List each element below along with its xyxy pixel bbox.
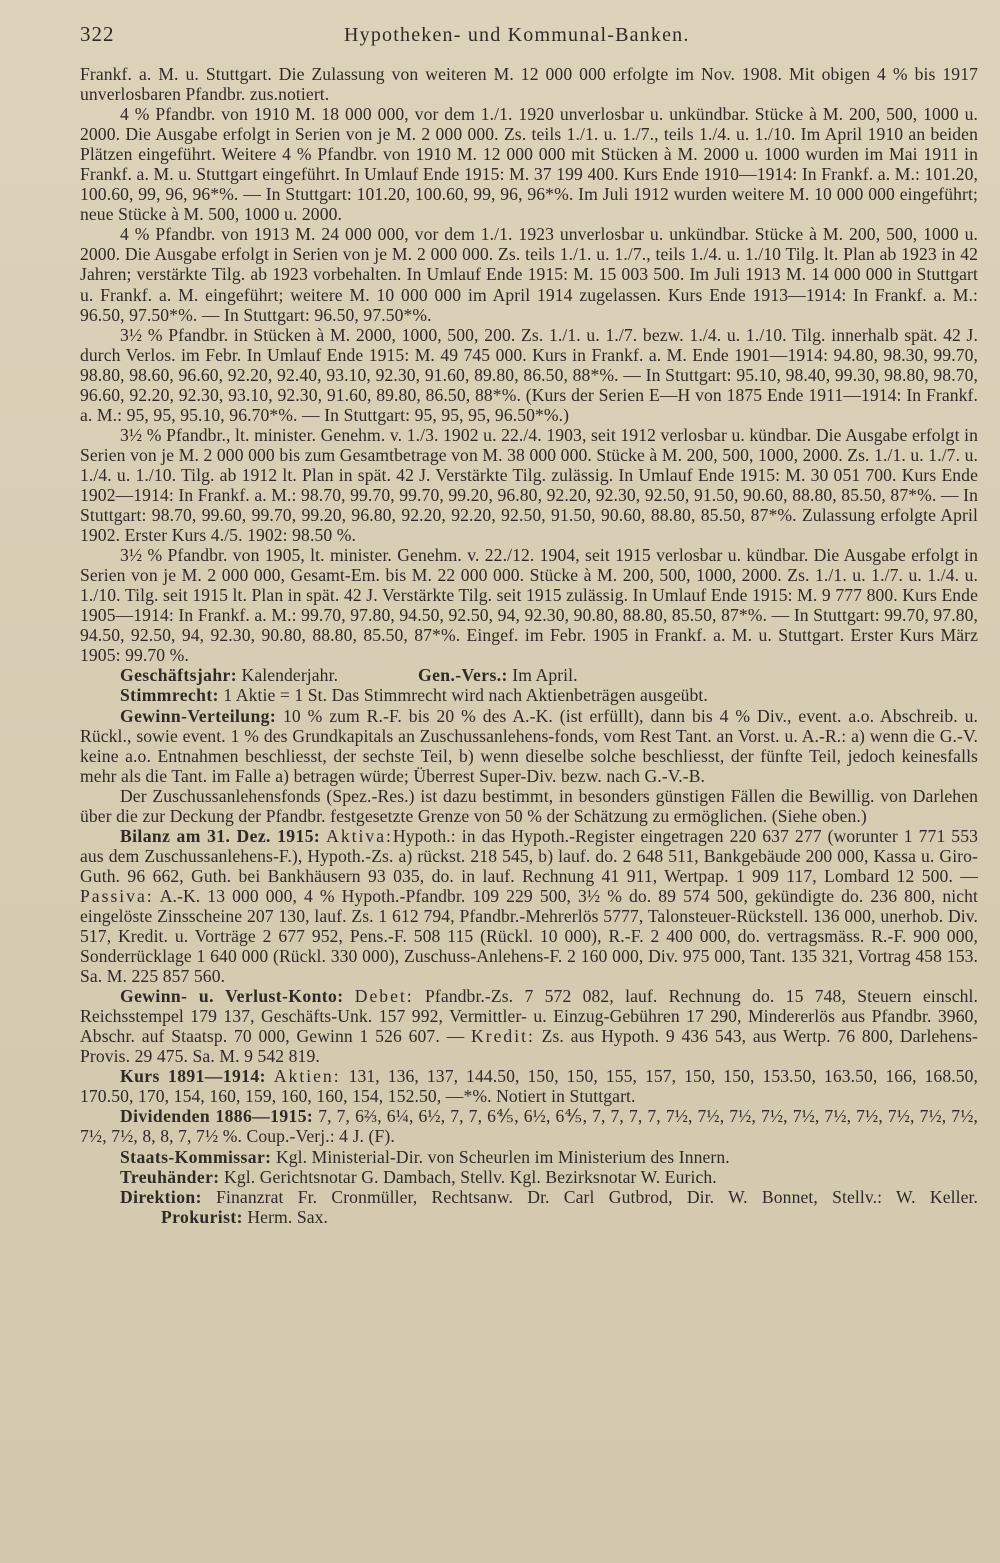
gewinn-verlust-label: Gewinn- u. Verlust-Konto:	[120, 986, 344, 1007]
treuhaender-text: Kgl. Gerichtsnotar G. Dambach, Stellv. Kgl. Bezirksnotar W. Eurich.	[224, 1166, 717, 1187]
gewinn-verlust-entry	[80, 986, 978, 1066]
treuhaender-label: Treuhänder:	[120, 1166, 220, 1187]
direktion-entry	[80, 1187, 978, 1227]
direktion-label: Direktion:	[120, 1186, 202, 1207]
zuschuss-paragraph: Der Zuschussanlehensfonds (Spez.-Res.) ist dazu bestimmt, in besonders günstigen Fällen die Bewillig. von Darlehen über die zur Deckung der Pfandbr. festgesetzte Grenze von 50 % der Schätzung zu ermöglichen. (Siehe oben.)	[80, 785, 978, 826]
paragraph-continuation: Frankf. a. M. u. Stuttgart. Die Zulassung von weiteren M. 12 000 000 erfolgte im Nov. 1908. Mit obigen 4 % bis 1917 unverlosbaren Pfandbr. zus.notiert.	[80, 64, 978, 105]
treuhaender-entry	[80, 1167, 978, 1187]
gen-vers-text: Im April.	[512, 665, 578, 686]
paragraph-pfandbr-1913: 4 % Pfandbr. von 1913 M. 24 000 000, vor dem 1./1. 1923 unverlosbar u. unkündbar. Stücke à M. 200, 500, 1000 u. 2000. Die Ausgabe erfolgt in Serien von je M. 2 000 000. Zs. teils 1./1. u. 1./7., teils 1./4. u. 1./10 Tilg. lt. Plan ab 1923 in 42 Jahren; verstärkte Tilg. ab 1923 vorbehalten. In Umlauf Ende 1915: M. 15 003 500. Im Juli 1913 M. 14 000 000 in Stuttgart u. Frankf. a. M. eingeführt; weitere M. 10 000 000 im April 1914 zugelassen. Kurs Ende 1913—1914: In Frankf. a. M.: 96.50, 97.50*%. — In Stuttgart: 96.50, 97.50*%.	[80, 224, 978, 325]
debet-text: Pfandbr.-Zs. 7 572 082, lauf. Rechnung do. 15 748, Steuern einschl. Reichsstempel 179 137, Geschäfts-Unk. 157 992, Vermittler- u. Einzug-Gebühren 17 290, Mindererlös aus Pfandbr. 3960, Abschr. auf Staatsp. 70 000, Gewinn 1 526 607. —	[80, 986, 979, 1047]
kurs-entry	[80, 1066, 978, 1106]
staats-kommissar-label: Staats-Kommissar:	[120, 1146, 272, 1167]
page-header	[80, 22, 978, 52]
debet-label: Debet:	[354, 986, 414, 1007]
running-head: Hypotheken- und Kommunal-Banken.	[344, 24, 690, 46]
gewinn-verteilung-label: Gewinn-Verteilung:	[120, 705, 277, 726]
gen-vers-entry	[418, 665, 578, 685]
bilanz-label: Bilanz am 31. Dez. 1915:	[120, 825, 321, 846]
passiva-text: A.-K. 13 000 000, 4 % Hypoth.-Pfandbr. 109 229 500, 3½ % do. 89 574 500, gekündigte do. 236 800, nicht eingelöste Zinsscheine 207 130, lauf. Zs. 1 612 794, Pfandbr.-Mehrerlös 5777, Talonsteuer-Rückstell. 136 000, unerhob. Div. 517, Kredit. u. Vorträge 2 677 952, Pens.-F. 508 115 (Rückl. 10 000), R.-F. 2 400 000, do. vertragsmäss. R.-F. 900 000, Sonderrücklage 1 640 000 (Rückl. 330 000), Zuschuss-Anlehens-F. 2 160 000, Div. 975 000, Tant. 135 321, Vortrag 458 153. Sa. M. 225 857 560.	[80, 885, 979, 987]
gewinn-verteilung-entry	[80, 706, 978, 786]
geschaeftsjahr-row	[80, 665, 978, 685]
passiva-label: Passiva:	[80, 885, 154, 906]
page-number: 322	[80, 22, 115, 46]
prokurist-label: Prokurist:	[160, 1206, 243, 1227]
kredit-label: Kredit:	[471, 1026, 535, 1047]
bilanz-entry	[80, 826, 978, 986]
stimmrecht-text: 1 Aktie = 1 St. Das Stimmrecht wird nach Aktienbeträgen ausgeübt.	[223, 685, 708, 706]
dividenden-entry	[80, 1106, 978, 1146]
gewinn-verteilung-text: 10 % zum R.-F. bis 20 % des A.-K. (ist erfüllt), dann bis 4 % Div., event. a.o. Abschreib. u. Rückl., sowie event. 1 % des Grundkapitals an Zuschussanlehens-fonds, vom Rest Tant. an Vorst. u. A.-R.: a) wenn die G.-V. keine a.o. Entnahmen beschliesst, der sechste Teil, b) wenn dieselbe solche beschliesst, der fünfte Teil, jedoch keinesfalls mehr als die Tant. im Falle a) betragen würde; Überrest Super-Div. bezw. nach G.-V.-B.	[80, 705, 978, 786]
kurs-text: 131, 136, 137, 144.50, 150, 150, 155, 157, 150, 150, 153.50, 163.50, 166, 168.50, 170.50, 170, 154, 160, 159, 160, 160, 154, 152.50, —*%. Notiert in Stuttgart.	[80, 1066, 979, 1107]
dividenden-label: Dividenden 1886—1915:	[120, 1106, 314, 1127]
paragraph-pfandbr-1910: 4 % Pfandbr. von 1910 M. 18 000 000, vor dem 1./1. 1920 unverlosbar u. unkündbar. Stücke à M. 200, 500, 1000 u. 2000. Die Ausgabe erfolgt in Serien von je M. 2 000 000. Zs. teils 1./1. u. 1./7., teils 1./4. u. 1./10. Im April 1910 an beiden Plätzen eingeführt. Weitere 4 % Pfandbr. von 1910 M. 12 000 000 mit Stücken à M. 2000 u. 1000 wurden im Mai 1911 in Frankf. a. M. u. Stuttgart eingeführt. In Umlauf Ende 1915: M. 37 199 400. Kurs Ende 1910—1914: In Frankf. a. M.: 101.20, 100.60, 99, 96, 96*%. — In Stuttgart: 101.20, 100.60, 99, 96, 96*%. Im Juli 1912 wurden weitere M. 10 000 000 eingeführt; neue Stücke à M. 500, 1000 u. 2000.	[80, 104, 978, 225]
paragraph-pfandbr-3-5-a: 3½ % Pfandbr. in Stücken à M. 2000, 1000, 500, 200. Zs. 1./1. u. 1./7. bezw. 1./4. u. 1./10. Tilg. innerhalb spät. 42 J. durch Verlos. im Febr. In Umlauf Ende 1915: M. 49 745 000. Kurs in Frankf. a. M. Ende 1901—1914: 94.80, 98.30, 99.70, 98.80, 98.60, 96.60, 92.20, 92.40, 93.10, 92.30, 91.60, 89.80, 86.50, 88*%. — In Stuttgart: 95.10, 98.40, 99.30, 98.80, 98.70, 96.60, 92.20, 92.30, 93.10, 92.30, 91.60, 89.80, 86.50, 88*%. (Kurs der Serien E—H von 1875 Ende 1911—1914: In Frankf. a. M.: 95, 95, 95.10, 96.70*%. — In Stuttgart: 95, 95, 95, 96.50*%.)	[80, 324, 978, 425]
paragraph-pfandbr-3-5-b: 3½ % Pfandbr., lt. minister. Genehm. v. 1./3. 1902 u. 22./4. 1903, seit 1912 verlosbar u. kündbar. Die Ausgabe erfolgt in Serien von je M. 2 000 000 bis zum Gesamtbetrage von M. 38 000 000. Stücke à M. 200, 500, 1000, 2000. Zs. 1./1. u. 1./7. u. 1./4. u. 1./10. Tilg. ab 1912 lt. Plan in spät. 42 J. Verstärkte Tilg. zulässig. In Umlauf Ende 1915: M. 30 051 700. Kurs Ende 1902—1914: In Frankf. a. M.: 98.70, 99.70, 99.70, 99.20, 96.80, 92.20, 92.30, 92.50, 91.50, 90.60, 88.80, 85.50, 87*%. — In Stuttgart: 98.70, 99.60, 99.70, 99.20, 96.80, 92.20, 92.20, 92.50, 91.50, 90.60, 88.80, 85.50, 87*%. Zulassung erfolgte April 1902. Erster Kurs 4./5. 1902: 98.50 %.	[80, 424, 978, 546]
kurs-label: Kurs 1891—1914:	[120, 1066, 266, 1087]
gen-vers-label: Gen.-Vers.:	[418, 665, 508, 686]
aktiva-text: Hypoth.: in das Hypoth.-Register eingetragen 220 637 277 (worunter 1 771 553 aus dem Zuschussanlehens-F.), Hypoth.-Zs. a) rückst. 218 545, b) lauf. do. 2 648 511, Bankgebäude 200 000, Kassa u. Giro-Guth. 96 662, Guth. bei Bankhäusern 93 035, do. in lauf. Rechnung 41 911, Wertpap. 1 909 117, Lombard 12 500. —	[80, 825, 979, 886]
geschaeftsjahr-text: Kalenderjahr.	[241, 665, 339, 686]
direktion-text: Finanzrat Fr. Cronmüller, Rechtsanw. Dr. Carl Gutbrod, Dir. W. Bonnet, Stellv.: W. Keller.	[216, 1186, 978, 1207]
paragraph-pfandbr-3-5-1905: 3½ % Pfandbr. von 1905, lt. minister. Genehm. v. 22./12. 1904, seit 1915 verlosbar u. kündbar. Die Ausgabe erfolgt in Serien von je M. 2 000 000, Gesamt-Em. bis M. 22 000 000. Stücke à M. 200, 500, 1000, 2000. Zs. 1./1. u. 1./7. u. 1./4. u. 1./10. Tilg. seit 1915 lt. Plan in spät. 42 J. Verstärkte Tilg. seit 1915 zulässig. In Umlauf Ende 1915: M. 9 777 800. Kurs Ende 1905—1914: In Frankf. a. M.: 99.70, 97.80, 94.50, 92.50, 94, 92.30, 90.80, 88.80, 85.50, 87*%. — In Stuttgart: 99.70, 97.80, 94.50, 92.50, 94, 92.30, 90.80, 88.80, 85.50, 87*%. Eingef. im Febr. 1905 in Frankf. a. M. u. Stuttgart. Erster Kurs März 1905: 99.70 %.	[80, 545, 978, 666]
kredit-text: Zs. aus Hypoth. 9 436 543, aus Wertp. 76 800, Darlehens-Provis. 29 475. Sa. M. 9 542 819.	[80, 1026, 979, 1067]
prokurist-text: Herm. Sax.	[247, 1206, 329, 1227]
geschaeftsjahr-label: Geschäftsjahr:	[120, 665, 238, 686]
geschaeftsjahr-entry	[80, 665, 418, 685]
staats-kommissar-entry	[80, 1147, 978, 1167]
staats-kommissar-text: Kgl. Ministerial-Dir. von Scheurlen im Ministerium des Innern.	[275, 1146, 730, 1167]
aktiva-label: Aktiva:	[326, 825, 393, 846]
aktien-label: Aktien:	[273, 1066, 341, 1087]
body-text	[80, 64, 978, 1227]
stimmrecht-label: Stimmrecht:	[120, 685, 219, 706]
stimmrecht-entry	[80, 685, 978, 705]
dividenden-text: 7, 7, 6⅔, 6¼, 6½, 7, 7, 6⅘, 6½, 6⅘, 7, 7, 7, 7, 7½, 7½, 7½, 7½, 7½, 7½, 7½, 7½, 7½, 7½, 7½, 7½, 8, 8, 7, 7½ %. Coup.-Verj.: 4 J. (F).	[80, 1106, 978, 1147]
